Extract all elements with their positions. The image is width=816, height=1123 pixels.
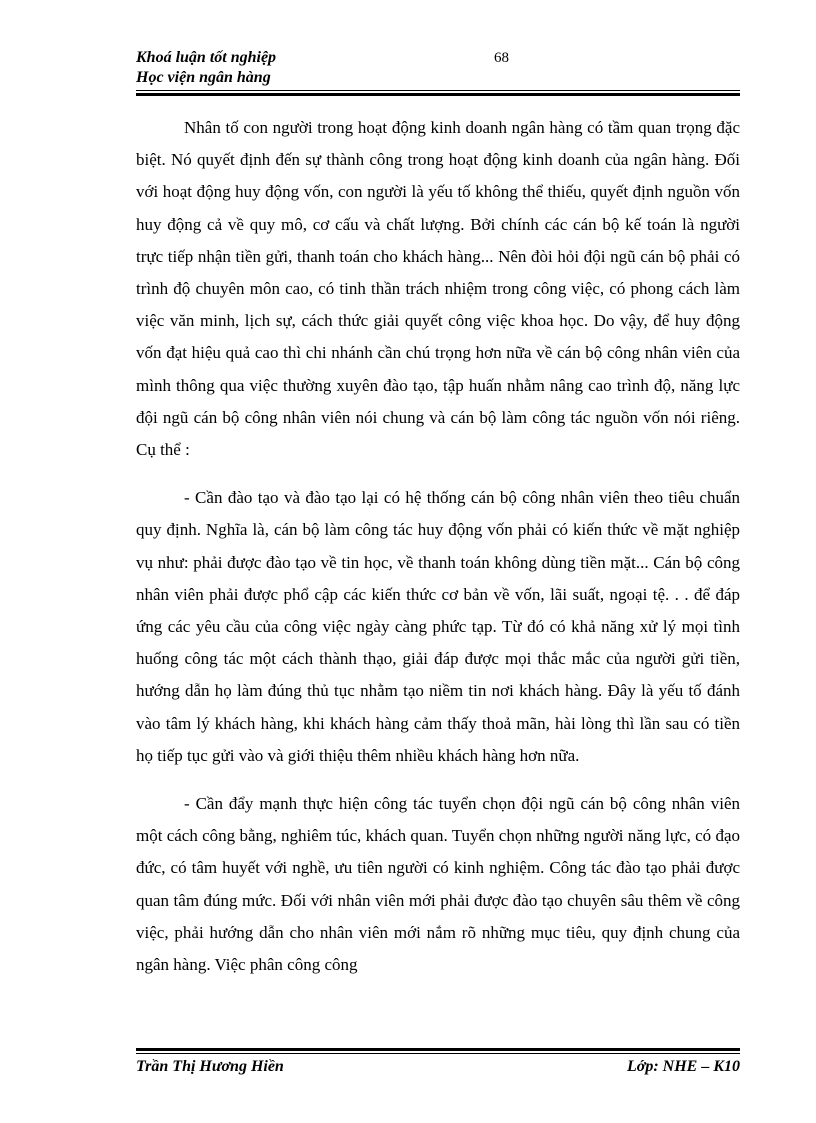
institution-name: Học viện ngân hàng [136,69,271,86]
body-text [136,112,740,997]
page-footer [136,1056,740,1080]
footer-rule-thick [136,1048,740,1051]
author-name: Trần Thị Hương Hiền [136,1058,284,1075]
thesis-type: Khoá luận tốt nghiệp [136,49,277,66]
header-rule-thin [136,90,740,91]
footer-rule-thin [136,1053,740,1054]
class-code: Lớp: NHE – K10 [626,1058,740,1075]
paragraph-intro: Nhân tố con người trong hoạt động kinh doanh ngân hàng có tầm quan trọng đặc biệt. Nó quyết định đến sự thành công trong hoạt động kinh doanh của ngân hàng. Đối với hoạt động huy động vốn, con người là yếu tố không thể thiếu, quyết định nguồn vốn huy động cả về quy mô, cơ cấu và chất lượng. Bởi chính các cán bộ kế toán là người trực tiếp nhận tiền gửi, thanh toán cho khách hàng... Nên đòi hỏi đội ngũ cán bộ phải có trình độ chuyên môn cao, có tinh thần trách nhiệm trong công việc, có phong cách làm việc văn minh, lịch sự, cách thức giải quyết công việc khoa học. Do vậy, để huy động vốn đạt hiệu quả cao thì chi nhánh cần chú trọng hơn nữa về cán bộ công nhân viên của mình thông qua việc thường xuyên đào tạo, tập huấn nhằm nâng cao trình độ, năng lực đội ngũ cán bộ công nhân viên nói chung và cán bộ làm công tác nguồn vốn nói riêng. Cụ thể : [136,118,740,460]
page-number: 68 [494,50,509,66]
page-header [136,48,740,88]
paragraph-training: - Cần đào tạo và đào tạo lại có hệ thống cán bộ công nhân viên theo tiêu chuẩn quy định. Nghĩa là, cán bộ làm công tác huy động vốn phải có kiến thức về mặt nghiệp vụ như: phải được đào tạo về tin học, về thanh toán không dùng tiền mặt... Cán bộ công nhân viên phải được phổ cập các kiến thức cơ bản về vốn, lãi suất, ngoại tệ. . . để đáp ứng các yêu cầu của công việc ngày càng phức tạp. Từ đó có khả năng xử lý mọi tình huống công tác một cách thành thạo, giải đáp được mọi thắc mắc của người gửi tiền, hướng dẫn họ làm đúng thủ tục nhằm tạo niềm tin nơi khách hàng. Đây là yếu tố đánh vào tâm lý khách hàng, khi khách hàng cảm thấy thoả mãn, hài lòng thì lần sau có tiền họ tiếp tục gửi vào và giới thiệu thêm nhiều khách hàng hơn nữa. [136,488,740,765]
header-rule-thick [136,93,740,96]
paragraph-recruitment: - Cần đẩy mạnh thực hiện công tác tuyển chọn đội ngũ cán bộ công nhân viên một cách công bằng, nghiêm túc, khách quan. Tuyển chọn những người năng lực, có đạo đức, có tâm huyết với nghề, ưu tiên người có kinh nghiệm. Công tác đào tạo phải được quan tâm đúng mức. Đối với nhân viên mới phải được đào tạo chuyên sâu thêm về công việc, phải hướng dẫn cho nhân viên mới nắm rõ những mục tiêu, quy định chung của ngân hàng. Việc phân công công [136,794,740,975]
header-titles [136,48,276,88]
